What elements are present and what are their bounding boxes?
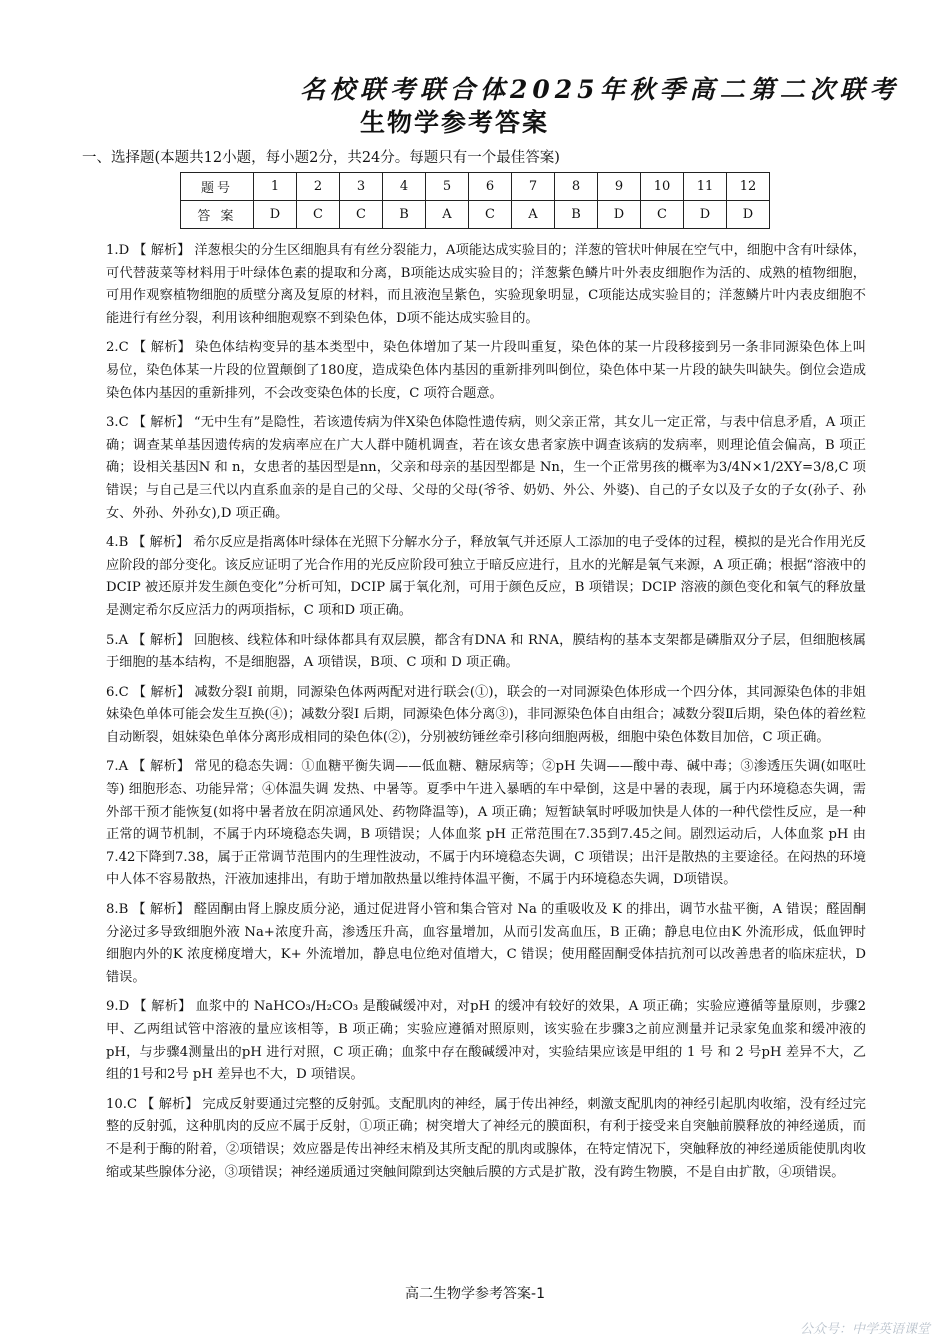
section-heading: 一、选择题(本题共12小题，每小题2分，共24分。每题只有一个最佳答案) xyxy=(82,150,560,166)
explanation-item xyxy=(106,899,866,989)
explanation-text: 常见的稳态失调：①血糖平衡失调——低血糖、糖尿病等；②pH 失调——酸中毒、碱中毒；③渗透压失调(如呕吐等) 细胞形态、功能异常；④体温失调 发热、中暑等。夏季中午进入暴晒的车中晕倒，这是中暑的表现，属于内环境稳态失调，需外部干预才能恢复(如将中暑者放在阴凉通风处、药物降温等)，A 项正确；短暂缺氧时呼吸加快是人体的一种代偿性反应，是一种正常的调节机制，不属于内环境稳态失调，B 项错误；人体血浆 pH 正常范围在7.35到7.45之间。剧烈运动后，人体血浆 pH 由7.42下降到7.38，属于正常调节范围内的生理性波动，不属于内环境稳态失调，C 项错误；出汗是散热的主要途径。在闷热的环境中人体不容易散热，汗液加速排出，有助于增加散热量以维持体温平衡，不属于内环境稳态失调，D项错误。 xyxy=(106,759,866,888)
explanation-item xyxy=(106,996,866,1086)
question-number: 3 xyxy=(340,173,383,201)
analysis-tag: 【 解析】 xyxy=(132,415,190,431)
question-number: 10 xyxy=(641,173,684,201)
analysis-tag: 【 解析】 xyxy=(132,340,192,356)
question-label: 2.C xyxy=(106,340,129,356)
question-number: 9 xyxy=(598,173,641,201)
row-label-answer: 答 案 xyxy=(181,201,254,229)
question-label: 1.D xyxy=(106,243,130,258)
answer-cell: D xyxy=(684,201,727,229)
analysis-tag: 【 解析】 xyxy=(132,902,190,918)
explanation-text: 完成反射要通过完整的反射弧。支配肌肉的神经，属于传出神经，刺激支配肌肉的神经引起肌肉收缩，没有经过完整的反射弧，这种肌肉的反应不属于反射，①项正确；树突增大了神经元的膜面积，有利于接受来自突触前膜释放的神经递质，而不是利于酶的附着，②项错误；效应器是传出神经末梢及其所支配的肌肉或腺体，在特定情况下，突触释放的神经递质能使肌肉收缩或某些腺体分泌，③项错误；神经递质通过突触间隙到达突触后膜的方式是扩散，没有跨生物膜，不是自由扩散，④项错误。 xyxy=(106,1096,866,1180)
explanation-item xyxy=(106,337,866,405)
answer-cell: C xyxy=(641,201,684,229)
explanation-item xyxy=(106,240,866,330)
question-label: 4.B xyxy=(106,535,129,551)
explanation-item xyxy=(106,756,866,892)
question-label: 6.C xyxy=(106,684,129,700)
exam-title: 名校联考联合体2025年秋季高二第二次联考 xyxy=(300,75,900,104)
explanation-item xyxy=(106,630,866,675)
explanation-text: 回胞核、线粒体和叶绿体都具有双层膜，都含有DNA 和 RNA，膜结构的基本支架都是磷脂双分子层，但细胞核属于细胞的基本结构，不是细胞器，A 项错误，B项、C 项和 D 项正确。 xyxy=(106,632,866,671)
question-number: 12 xyxy=(727,173,770,201)
answer-cell: D xyxy=(727,201,770,229)
question-number: 8 xyxy=(555,173,598,201)
explanation-text: 醛固酮由肾上腺皮质分泌，通过促进肾小管和集合管对 Na 的重吸收及 K 的排出，调节水盐平衡，A 错误；醛固酮分泌过多导致细胞外液 Na+浓度升高，渗透压升高，血容量增加，从而引发高血压，B 正确；静息电位由K 外流形成，低血钾时细胞内外的K 浓度梯度增大，K+ 外流增加，静息电位绝对值增大，C 错误；使用醛固酮受体拮抗剂可以改善患者的临床症状，D 错误。 xyxy=(106,902,866,985)
explanation-item xyxy=(106,412,866,525)
question-number: 5 xyxy=(426,173,469,201)
answer-cell: C xyxy=(297,201,340,229)
question-label: 7.A xyxy=(106,759,129,775)
analysis-tag: 【 解析】 xyxy=(133,999,192,1015)
answer-cell: C xyxy=(469,201,512,229)
question-label: 9.D xyxy=(106,999,130,1015)
answer-cell: C xyxy=(340,201,383,229)
explanation-text: 洋葱根尖的分生区细胞具有有丝分裂能力，A项能达成实验目的；洋葱的管状叶伸展在空气中，细胞中含有叶绿体，可代替菠菜等材料用于叶绿体色素的提取和分离，B项能达成实验目的；洋葱紫色鳞片叶外表皮细胞作为活的、成熟的植物细胞，可用作观察植物细胞的质壁分离及复原的材料，而且液泡呈紫色，实验现象明显，C项能达成实验目的；洋葱鳞片叶内表皮细胞不能进行有丝分裂，利用该种细胞观察不到染色体，D项不能达成实验目的。 xyxy=(106,243,866,326)
answer-cell: A xyxy=(426,201,469,229)
explanation-item xyxy=(106,532,866,622)
explanation-item xyxy=(106,1094,866,1184)
question-label: 8.B xyxy=(106,902,129,918)
answer-cell: B xyxy=(383,201,426,229)
question-number: 1 xyxy=(254,173,297,201)
question-number: 2 xyxy=(297,173,340,201)
question-number: 7 xyxy=(512,173,555,201)
explanation-text: 血浆中的 NaHCO₃/H₂CO₃ 是酸碱缓冲对，对pH 的缓冲有较好的效果，A 项正确；实验应遵循等量原则，步骤2甲、乙两组试管中溶液的量应该相等，B 项正确；实验应遵循对照原则，该实验在步骤3之前应测量并记录家兔血浆和缓冲液的pH，与步骤4测量出的pH 进行对照，C 项正确；血浆中存在酸碱缓冲对，实验结果应该是甲组的 1 号 和 2 号pH 差异不大，乙组的1号和2号 pH 差异也不大，D 项错误。 xyxy=(106,999,866,1083)
analysis-tag: 【 解析】 xyxy=(132,684,191,700)
row-label-number: 题号 xyxy=(181,173,254,201)
analysis-tag: 【 解析】 xyxy=(133,243,191,258)
answer-table-row-answers xyxy=(181,201,770,229)
answer-cell: D xyxy=(598,201,641,229)
explanation-text: “无中生有”是隐性，若该遗传病为伴X染色体隐性遗传病，则父亲正常，其女儿一定正常，与表中信息矛盾，A 项正确；调查某单基因遗传病的发病率应在广大人群中随机调查，若在该女患者家族中调查该病的发病率，则理论值会偏高，B 项正确；设相关基因N 和 n，女患者的基因型是nn，父亲和母亲的基因型都是 Nn，生一个正常男孩的概率为3/4N×1/2XY=3/8,C 项错误；与自己是三代以内直系血亲的是自己的父母、父母的父母(爷爷、奶奶、外公、外婆)、自己的子女以及子女的子女(孙子、孙女、外孙、外孙女),D 项正确。 xyxy=(106,415,866,521)
question-label: 10.C xyxy=(106,1096,138,1112)
question-label: 3.C xyxy=(106,415,129,431)
analysis-tag: 【 解析】 xyxy=(141,1096,199,1112)
analysis-tag: 【 解析】 xyxy=(132,632,191,648)
answer-cell: B xyxy=(555,201,598,229)
answer-table-row-numbers xyxy=(181,173,770,201)
question-number: 6 xyxy=(469,173,512,201)
question-number: 4 xyxy=(383,173,426,201)
question-label: 5.A xyxy=(106,632,129,648)
analysis-tag: 【 解析】 xyxy=(132,759,191,775)
analysis-tag: 【 解析】 xyxy=(132,535,190,551)
answer-cell: A xyxy=(512,201,555,229)
explanation-text: 减数分裂I 前期，同源染色体两两配对进行联会(①)，联会的一对同源染色体形成一个四分体，其同源染色体的非姐妹染色单体可能会发生互换(④)；减数分裂I 后期，同源染色体分离③)，非同源染色体自由组合；减数分裂Ⅱ后期，染色体的着丝粒自动断裂，姐妹染色单体分离形成相同的染色体(②)，分别被纺锤丝牵引移向细胞两极，细胞中染色体数目加倍，C 项正确。 xyxy=(106,684,866,745)
explanations xyxy=(106,240,866,1191)
explanation-text: 希尔反应是指离体叶绿体在光照下分解水分子，释放氧气并还原人工添加的电子受体的过程，模拟的是光合作用光反应阶段的部分变化。该反应证明了光合作用的光反应阶段可独立于暗反应进行，且水的光解是氧气来源，A 项正确；根据“溶液中的DCIP 被还原并发生颜色变化”分析可知，DCIP 属于氧化剂，可用于颜色反应，B 项错误；DCIP 溶液的颜色变化和氧气的释放量是测定希尔反应活力的两项指标，C 项和D 项正确。 xyxy=(106,535,866,618)
page-footer: 高二生物学参考答案-1 xyxy=(405,1286,545,1302)
answer-cell: D xyxy=(254,201,297,229)
watermark: 公众号：中学英语课堂 xyxy=(799,1322,930,1337)
answer-table xyxy=(180,172,770,229)
question-number: 11 xyxy=(684,173,727,201)
explanation-item xyxy=(106,682,866,750)
answer-subtitle: 生物学参考答案 xyxy=(360,108,550,137)
explanation-text: 染色体结构变异的基本类型中，染色体增加了某一片段叫重复，染色体的某一片段移接到另一条非同源染色体上叫易位，染色体某一片段的位置颠倒了180度，造成染色体内基因的重新排列叫倒位，染色体中某一片段的缺失叫缺失。倒位会造成染色体内基因的重新排列，不会改变染色体的长度，C 项符合题意。 xyxy=(106,340,866,401)
